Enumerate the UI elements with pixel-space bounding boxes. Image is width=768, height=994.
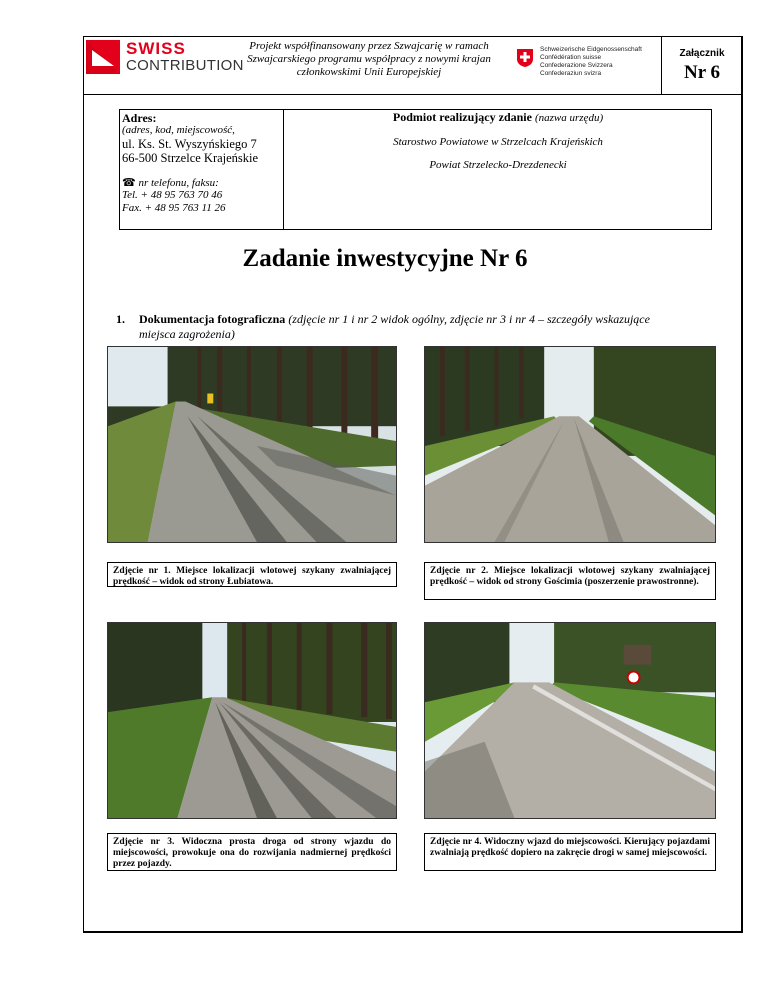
logo-line-1: SWISS <box>126 39 186 58</box>
page-title: Zadanie inwestycyjne Nr 6 <box>242 245 528 272</box>
photo-3 <box>107 622 397 819</box>
swiss-flag-icon <box>516 48 534 68</box>
annex-label: Załącznik <box>679 48 725 59</box>
project-cofinancing-note <box>238 40 500 79</box>
address-hint: (adres, kod, miejscowość, <box>122 124 235 136</box>
section-number: 1. <box>116 312 125 326</box>
phone-icon: ☎ <box>122 177 136 189</box>
project-line-3: członkowskimi Unii Europejskiej <box>296 66 442 78</box>
annex-number: Nr 6 <box>683 62 721 83</box>
confederation-names <box>540 46 642 78</box>
phone-label <box>122 176 219 189</box>
photo-1 <box>107 346 397 543</box>
photo-4-caption: Zdjęcie nr 4. Widoczny wjazd do miejscowości. Kierujący pojazdami zwalniają prędkość dopiero na zakręcie drogi w samej miejscowości. <box>424 833 716 871</box>
project-line-1: Projekt współfinansowany przez Szwajcarię w ramach <box>249 40 489 52</box>
phone-tel: Tel. + 48 95 763 70 46 <box>122 189 223 201</box>
phone-fax: Fax. + 48 95 763 11 26 <box>122 202 226 214</box>
swiss-contribution-logo-icon <box>86 40 120 74</box>
entity-title-text: Podmiot realizujący zdanie <box>392 110 532 124</box>
entity-title-hint: (nazwa urzędu) <box>534 112 604 124</box>
photo-1-caption: Zdjęcie nr 1. Miejsce lokalizacji wlotowej szykany zwalniającej prędkość – widok od strony Łubiatowa. <box>107 562 397 587</box>
confed-line-it: Confederazione Svizzera <box>540 62 613 69</box>
address-street: ul. Ks. St. Wyszyńskiego 7 <box>122 137 257 151</box>
phone-label-text: nr telefonu, faksu: <box>138 177 219 189</box>
entity-county: Powiat Strzelecko-Drezdenecki <box>429 159 567 171</box>
section-heading <box>139 312 679 342</box>
section-description: (zdjęcie nr 1 i nr 2 widok ogólny, zdjęcie nr 3 i nr 4 – szczegóły wskazujące miejsca zagrożenia) <box>139 312 650 341</box>
header-divider <box>83 94 743 95</box>
photo-2 <box>424 346 716 543</box>
entity-office: Starostwo Powiatowe w Strzelcach Krajeńskich <box>393 136 603 148</box>
section-heading-bold: Dokumentacja fotograficzna <box>139 312 286 326</box>
confed-line-de: Schweizerische Eidgenossenschaft <box>540 46 642 53</box>
photo-4 <box>424 622 716 819</box>
address-table-divider <box>283 109 284 230</box>
project-line-2: Szwajcarskiego programu współpracy z nowymi krajan <box>247 53 491 65</box>
photo-2-caption: Zdjęcie nr 2. Miejsce lokalizacji wlotowej szykany zwalniającej prędkość – widok od strony Gościmia (poszerzenie prawostronne). <box>424 562 716 600</box>
entity-title <box>285 110 711 125</box>
confed-line-rm: Confederaziun svizra <box>540 70 602 77</box>
address-city: 66-500 Strzelce Krajeńskie <box>122 151 259 165</box>
logo-line-2: CONTRIBUTION <box>126 57 244 74</box>
address-title: Adres: <box>122 111 157 125</box>
confed-line-fr: Confédération suisse <box>540 54 602 61</box>
photo-3-caption: Zdjęcie nr 3. Widoczna prosta droga od strony wjazdu do miejscowości, prowokuje ona do rozwijania nadmiernej prędkości przez pojazdy. <box>107 833 397 871</box>
